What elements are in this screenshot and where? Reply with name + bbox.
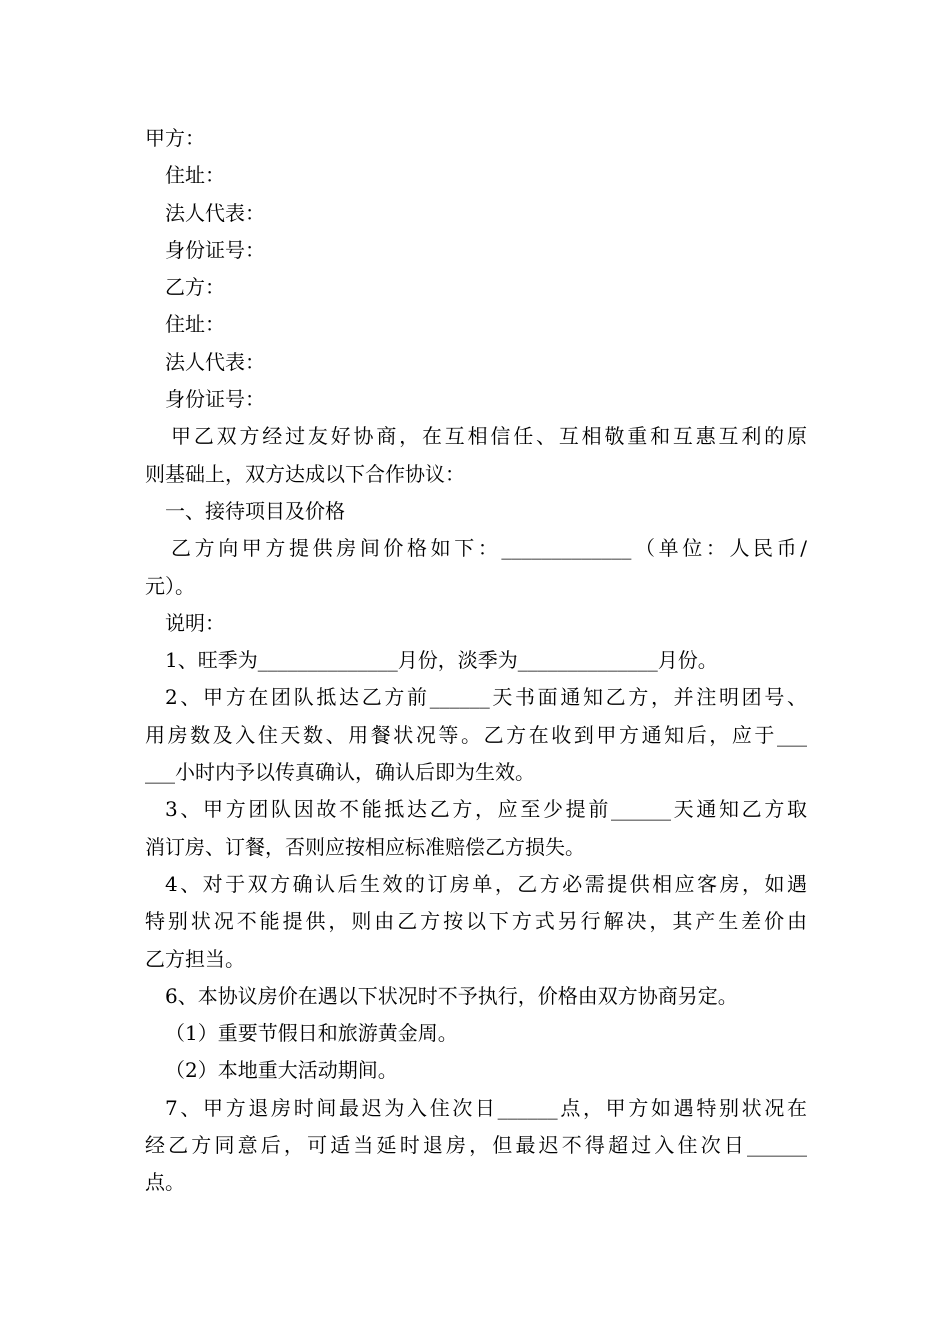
clause-4-line: 4、对于双方确认后生效的订房单，乙方必需提供相应客房，如遇	[165, 871, 807, 896]
clause-6: 6、本协议房价在遇以下状况时不予执行，价格由双方协商另定。	[165, 983, 738, 1008]
price-line: 乙方向甲方提供房间价格如下：_____________（单位：人民币/	[171, 536, 807, 561]
party-b-id-number: 身份证号：	[165, 387, 265, 412]
party-a-id-number: 身份证号：	[165, 237, 265, 262]
preamble-line: 甲乙双方经过友好协商，在互相信任、互相敬重和互惠互利的原	[171, 424, 807, 449]
party-a-legal-rep: 法人代表：	[165, 200, 265, 225]
clause-7-line: 经乙方同意后，可适当延时退房，但最迟不得超过入住次日______	[145, 1133, 807, 1158]
clause-3-line: 3、甲方团队因故不能抵达乙方，应至少提前______天通知乙方取	[165, 797, 807, 822]
clause-6-item-1: （1）重要节假日和旅游黄金周。	[165, 1021, 458, 1046]
price-line: 元）。	[145, 573, 195, 598]
notes-label: 说明：	[165, 610, 225, 635]
party-b-label: 乙方：	[165, 275, 225, 300]
document-body	[145, 120, 807, 1202]
party-b-address: 住址：	[165, 312, 225, 337]
preamble-line: 则基础上，双方达成以下合作协议：	[145, 461, 465, 486]
clause-1: 1、旺季为______________月份，淡季为______________月份。	[165, 648, 718, 673]
clause-4-line: 特别状况不能提供，则由乙方按以下方式另行解决，其产生差价由	[145, 909, 807, 934]
party-a-label: 甲方：	[145, 126, 205, 150]
clause-2-line: ___小时内予以传真确认，确认后即为生效。	[145, 760, 535, 785]
clause-2-line: 2、甲方在团队抵达乙方前______天书面通知乙方，并注明团号、	[165, 685, 807, 710]
party-b-legal-rep: 法人代表：	[165, 349, 265, 374]
clause-6-item-2: （2）本地重大活动期间。	[165, 1058, 398, 1083]
clause-4-line: 乙方担当。	[145, 946, 245, 971]
clause-7-line: 点。	[145, 1170, 185, 1195]
party-a-address: 住址：	[165, 163, 225, 188]
section-heading: 一、接待项目及价格	[165, 498, 345, 523]
clause-7-line: 7、甲方退房时间最迟为入住次日______点，甲方如遇特别状况在	[165, 1095, 807, 1120]
clause-2-line: 用房数及入住天数、用餐状况等。乙方在收到甲方通知后，应于___	[145, 722, 807, 747]
clause-3-line: 消订房、订餐，否则应按相应标准赔偿乙方损失。	[145, 834, 585, 859]
